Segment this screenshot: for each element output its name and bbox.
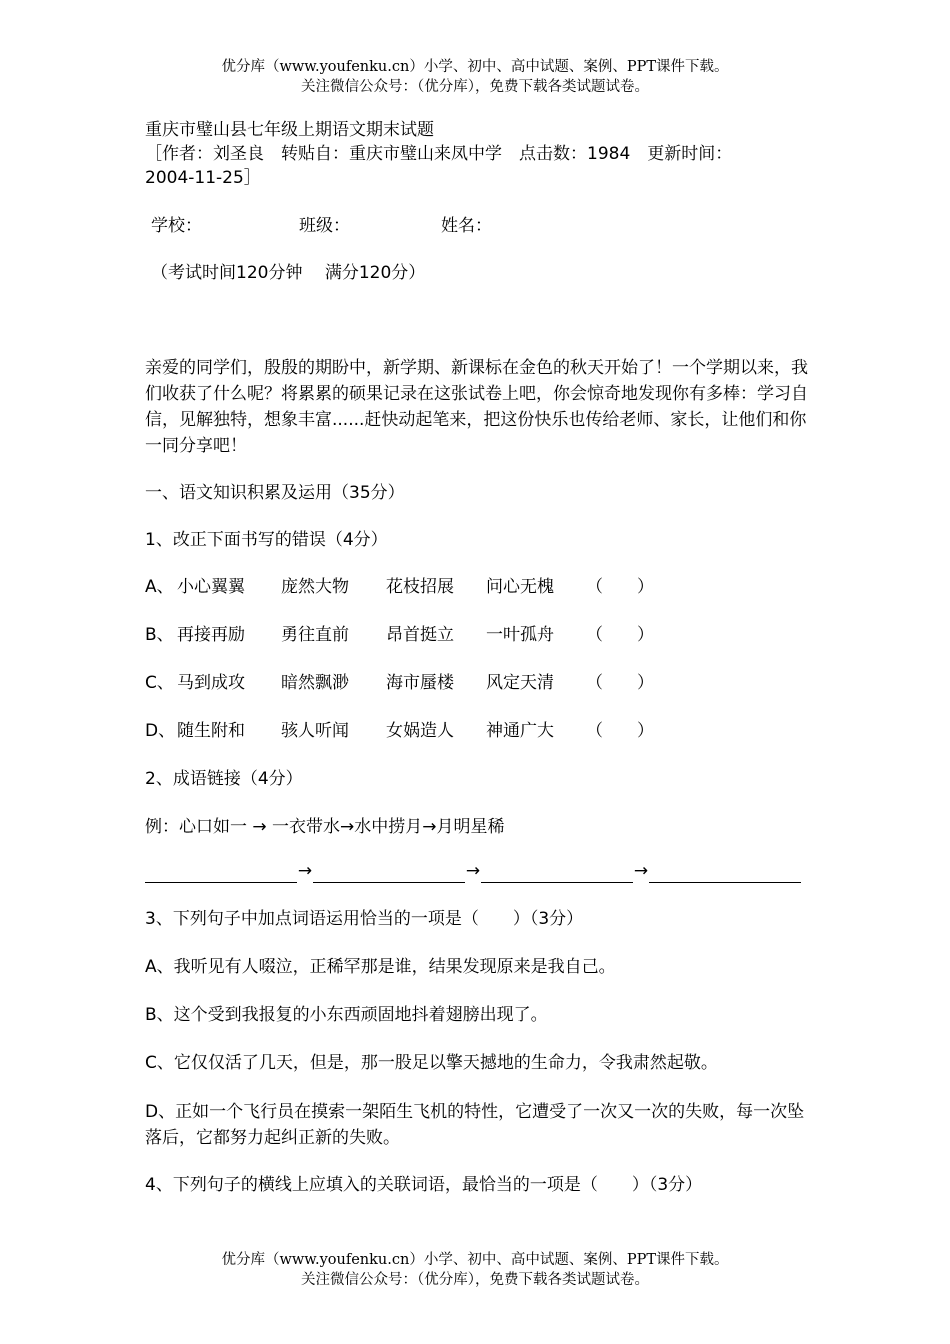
q1-option-d [145, 719, 815, 743]
answer-paren: （ ） [586, 721, 654, 741]
option-word: 骇人听闻 [281, 721, 349, 741]
option-word: 再接再励 [177, 625, 245, 645]
answer-paren: （ ） [586, 577, 654, 597]
name-label: 姓名： [441, 216, 492, 236]
q3-option-d: D、正如一个飞行员在摸索一架陌生飞机的特性，它遭受了一次又一次的失败，每一次坠落后，它都努力起纠正新的失败。 [145, 1102, 805, 1148]
footer-line-1: 优分库（www.youfenku.cn）小学、初中、高中试题、案例、PPT课件下载。 [221, 1252, 729, 1268]
option-word: 小心翼翼 [177, 577, 245, 597]
q3-title: 3、下列句子中加点词语运用恰当的一项是（ ）（3分） [145, 909, 584, 929]
page-header [0, 57, 950, 97]
class-label: 班级： [299, 216, 350, 236]
answer-blank-3[interactable] [481, 862, 633, 883]
answer-blank-4[interactable] [649, 862, 801, 883]
option-word: 花枝招展 [386, 577, 454, 597]
doc-meta-line-2: 2004-11-25］ [145, 168, 261, 188]
arrow-icon: → [465, 861, 481, 881]
exam-info: （考试时间120分钟 满分120分） [151, 263, 426, 283]
q1-title: 1、改正下面书写的错误（4分） [145, 530, 388, 550]
option-word: 神通广大 [486, 721, 554, 741]
q4-title: 4、下列句子的横线上应填入的关联词语，最恰当的一项是（ ）（3分） [145, 1175, 703, 1195]
option-word: 随生附和 [177, 721, 245, 741]
option-word: 昂首挺立 [386, 625, 454, 645]
option-word: 风定天清 [486, 673, 554, 693]
arrow-icon: → [633, 861, 649, 881]
answer-blank-1[interactable] [145, 862, 297, 883]
option-label: A、 [145, 577, 174, 597]
doc-meta-line-1: ［作者：刘圣良 转贴自：重庆市璧山来凤中学 点击数：1984 更新时间： [145, 144, 733, 164]
answer-paren: （ ） [586, 673, 654, 693]
doc-title: 重庆市璧山县七年级上期语文期末试题 [145, 120, 434, 140]
option-word: 暗然飘渺 [281, 673, 349, 693]
option-word: 一叶孤舟 [486, 625, 554, 645]
footer-line-2: 关注微信公众号：（优分库），免费下载各类试题试卷。 [301, 1272, 649, 1288]
option-label: C、 [145, 673, 174, 693]
q3-option-b: B、这个受到我报复的小东西顽固地抖着翅膀出现了。 [145, 1005, 548, 1025]
q3-option-c: C、它仅仅活了几天，但是，那一股足以擎天撼地的生命力，令我肃然起敬。 [145, 1053, 718, 1073]
option-word: 庞然大物 [281, 577, 349, 597]
q3-option-a: A、我听见有人啜泣，正稀罕那是谁，结果发现原来是我自己。 [145, 957, 616, 977]
option-label: D、 [145, 721, 176, 741]
student-fields [145, 214, 815, 238]
q1-option-b [145, 623, 815, 647]
option-word: 勇往直前 [281, 625, 349, 645]
answer-blank-2[interactable] [313, 862, 465, 883]
q2-title: 2、成语链接（4分） [145, 769, 303, 789]
option-label: B、 [145, 625, 174, 645]
q1-option-a [145, 575, 815, 599]
header-line-2: 关注微信公众号：（优分库），免费下载各类试题试卷。 [301, 79, 649, 95]
answer-paren: （ ） [586, 625, 654, 645]
arrow-icon: → [297, 861, 313, 881]
q1-option-c [145, 671, 815, 695]
q2-example: 例：心口如一 → 一衣带水→水中捞月→月明星稀 [145, 817, 505, 837]
option-word: 女娲造人 [386, 721, 454, 741]
page-footer [0, 1250, 950, 1290]
school-label: 学校： [151, 216, 202, 236]
intro-paragraph: 亲爱的同学们，殷殷的期盼中，新学期、新课标在金色的秋天开始了！一个学期以来，我们收获了什么呢？将累累的硕果记录在这张试卷上吧，你会惊奇地发现你有多棒：学习自信，见解独特，想象丰富......赶快动起笔来，把这份快乐也传给老师、家长，让他们和你一同分享吧！ [145, 358, 808, 456]
document-body [145, 118, 815, 1197]
q2-answer-chain [145, 859, 815, 883]
option-word: 马到成攻 [177, 673, 245, 693]
section-heading: 一、语文知识积累及运用（35分） [145, 483, 405, 503]
option-word: 海市蜃楼 [386, 673, 454, 693]
option-word: 问心无槐 [486, 577, 554, 597]
header-line-1: 优分库（www.youfenku.cn）小学、初中、高中试题、案例、PPT课件下载。 [221, 59, 729, 75]
